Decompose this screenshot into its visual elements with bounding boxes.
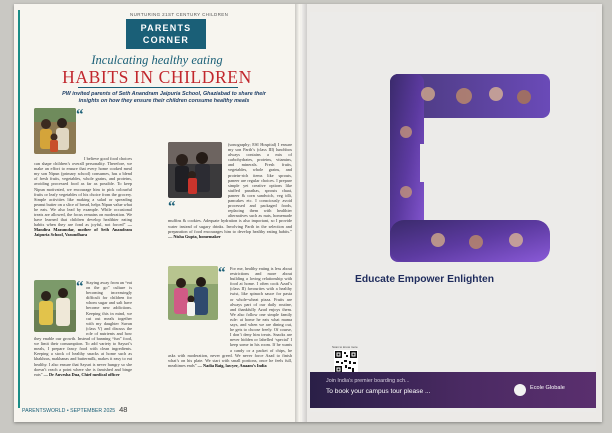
qr-caption: Scan to know more bbox=[332, 345, 358, 349]
testimonial-4 bbox=[168, 266, 292, 400]
headline-divider bbox=[78, 87, 238, 88]
testimonial-1-text: I believe good food choices can shape children’s overall personality. Therefore, we make an effort to ensure that every home cooked meal my son Nipun (primary school) consumes, has a blend of fresh fruits, vegetables, whole grains, and proteins, avoiding processed food as far as possible. To keep Nipun motivated, we encourage him to pick colourful fruits or leafy vegetables of his choice from the grocery. Simple activities like making a salad or spreading peanut butter on a slice of bread, helps Nipun value what he eats. We also lead by example. While occasional treats are allowed, the focus remains on moderation. We have learned that children develop healthier eating habits when they are fond as joyful, not forced” bbox=[34, 156, 132, 228]
section-overline: NURTURING 21ST CENTURY CHILDREN bbox=[130, 12, 229, 17]
band-text-line-2: To book your campus tour please ... bbox=[326, 388, 431, 395]
section-label-line-2: CORNER bbox=[142, 35, 190, 45]
parents-corner-label bbox=[126, 19, 206, 49]
footer-brand: PARENTSWORLD • SEPTEMBER 2025 bbox=[22, 408, 116, 414]
band-text-line-1: Join India’s premier boarding sch... bbox=[326, 378, 410, 384]
standfirst: PW invited parents of Seth Anandram Jaipuria School, Ghaziabad to share their insights on how they ensure their children consume healthy meals bbox=[62, 91, 266, 104]
headline-main: HABITS IN CHILDREN bbox=[62, 67, 252, 87]
page-footer bbox=[22, 405, 127, 414]
advert-footer-band bbox=[310, 372, 596, 408]
quote-mark-4: “ bbox=[218, 265, 226, 281]
testimonial-1-attribution: — Mandira Mazumdar, mother of Seth Anandram Jaipuria School, Vasundhara bbox=[34, 222, 132, 238]
page-number: 48 bbox=[119, 405, 128, 414]
left-page bbox=[14, 4, 300, 422]
brand-e-logo bbox=[376, 72, 556, 264]
testimonial-3 bbox=[168, 142, 292, 260]
page-gutter-shadow bbox=[295, 4, 307, 422]
testimonial-4-attribution: — Nadia Baig, lawyer, Anaam’s India bbox=[197, 362, 267, 368]
testimonial-2-attribution: — Dr Anvesha Dua, Chief medical officer bbox=[43, 371, 120, 377]
quote-mark-1: “ bbox=[76, 107, 84, 123]
right-page bbox=[302, 4, 602, 422]
advertisement bbox=[310, 12, 596, 412]
quote-mark-3: “ bbox=[168, 199, 176, 215]
headline-kicker: Inculcating healthy eating bbox=[91, 53, 223, 67]
brand-tagline: Educate Empower Enlighten bbox=[355, 274, 495, 285]
school-logo-icon bbox=[514, 384, 526, 396]
school-brand-name: Ecole Globale bbox=[530, 385, 565, 391]
testimonial-3-text: (sonography; ESI Hospital) I ensure my son Parth’s (class III) lunchbox always contains a mix of carbohydrates, proteins, vitamins, and minerals. Fresh fruits, vegetables, whole grains, and protein-rich items like sprouts, paneer are regular choices. I prepare simple yet creative options like stuffed parathas, sprouts chaat, paneer & corn sandwich, veg idli, pancakes etc. I consciously avoid processed and packaged foods, replacing them with healthier alternatives such as nuts, homemade muffins & cookies. Adequate hydration is also important, so I provide water instead of sugary drinks. Involving Parth in the selection and preparation of food encourages him to develop healthy eating habits.” bbox=[168, 142, 292, 234]
section-label-line-1: PARENTS bbox=[140, 23, 192, 33]
testimonial-2-text: Staying away from an “eat on the go” culture is becoming increasingly difficult for children for whom sugar and salt have become new addictions. Keeping this in mind, we cut out meals together with my daughter Suvan (class V) and discuss the role of nutrients and how they enable our growth. Instead of banning “fun” food, we limit their consumption. To add variety to Sayuri’s meals, I prepare fancy food with clean ingredients. Keeping a stock of healthy snacks at home such as khakhras, makhanas and buttermilk, makes it easy to eat healthy. I also ensure that Sayuri is never hungry so she doesn’t reach a point where she is famished and binge eats” bbox=[34, 280, 132, 377]
testimonial-3-attribution: — Nisha Gupta, homemaker bbox=[168, 233, 221, 239]
quote-mark-2: “ bbox=[76, 279, 84, 295]
testimonial-4-text: For me, healthy eating is less about restrictions and more about building a loving relationship with food at home. I often cook Azad’s (class II) favourites with a healthy twist, like spinach sauce for pasta or whole-wheat pizza. Fruits are always part of our daily routine, and thankfully Azad enjoys them. We also follow one simple family rule: at home he eats what mama says, and when we are dining out, he gets to choose freely. Of course, I don’t deny him treats. Snacks are never hidden or labelled ‘special’ I keep some in his room. If he wants a candy or a packet of chips, he asks with moderation, never greed. We never force Azad to finish what’s on his plate. We start with small portions, once he feels full, mealtimes ends” bbox=[168, 266, 292, 368]
qr-code[interactable] bbox=[334, 350, 358, 374]
testimonial-2 bbox=[34, 280, 132, 403]
